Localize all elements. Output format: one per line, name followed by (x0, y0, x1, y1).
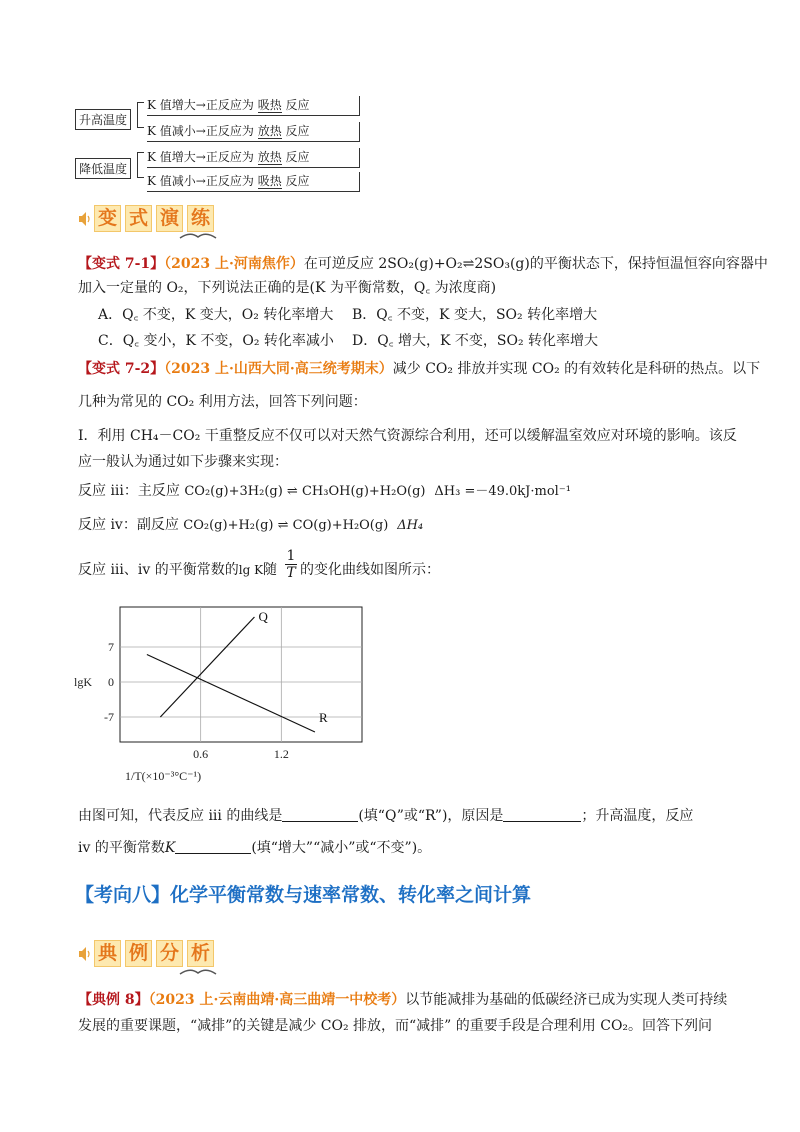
graph-intro-end: 的变化曲线如图所示： (300, 562, 440, 578)
enthalpy: ΔH₄ (397, 518, 424, 533)
question-tag: 【变式 7-2】 (78, 361, 165, 377)
book-icon (178, 230, 218, 240)
lower-brace (137, 152, 144, 178)
y-tick-label: -7 (104, 710, 114, 724)
question-source: （2023 上·云南曲靖·高三曲靖一中校考） (148, 992, 406, 1008)
option-d: D．Q꜀ 增大，K 不变，SO₂ 转化率增大 (352, 333, 599, 349)
question-source: （2023 上·河南焦作） (164, 256, 304, 272)
series-line-r (147, 655, 315, 733)
rule-row: K 值增大→正反应为 放热 反应 (147, 148, 360, 168)
series-label: Q (258, 609, 268, 624)
section-heading: 【考向八】化学平衡常数与速率常数、转化率之间计算 (75, 884, 532, 906)
banner-char: 演 (156, 205, 183, 232)
question-tag: 【变式 7-1】 (78, 256, 165, 272)
banner-char: 分 (156, 940, 183, 967)
raise-brace (137, 102, 144, 128)
series-label: R (318, 710, 328, 725)
example-banner (78, 940, 214, 967)
lgk-chart (70, 595, 390, 785)
fraction-1-over-t: 1 T (286, 548, 296, 581)
question-text: 以节能减排为基础的低碳经济已成为实现人类可持续 (405, 992, 728, 1008)
question-7-1 (78, 254, 768, 274)
rule-row: K 值减小→正反应为 放热 反应 (147, 122, 360, 142)
example-8 (78, 990, 727, 1010)
raise-temp-label: 升高温度 (75, 109, 131, 130)
reaction-equation: CO₂(g)+H₂(g) ⇌ CO(g)+H₂O(g) (183, 518, 389, 533)
summary-diagram (75, 96, 375, 192)
y-axis-label: lgK (74, 675, 92, 689)
question-7-2 (78, 359, 760, 379)
answer-blank[interactable] (503, 807, 581, 822)
option-b: B．Q꜀ 不变，K 变大，SO₂ 转化率增大 (352, 307, 598, 323)
rule-row: K 值减小→正反应为 吸热 反应 (147, 172, 360, 192)
banner-char: 变 (94, 205, 121, 232)
question-text: 在可逆反应 2SO₂(g)+O₂⇌2SO₃(g)的平衡状态下，保持恒温恒容向容器中 (303, 256, 768, 272)
x-tick-label: 0.6 (193, 747, 209, 761)
question-text: 几种为常见的 CO₂ 利用方法，回答下列问题： (78, 394, 367, 410)
question-text: I．利用 CH₄－CO₂ 干重整反应不仅可以对天然气资源综合利用，还可以缓解温室效应对环境的影响。该反 (78, 428, 737, 444)
question-tag: 【典例 8】 (78, 992, 149, 1008)
banner-char: 典 (94, 940, 121, 967)
question-text: 加入一定量的 O₂，下列说法正确的是(K 为平衡常数，Q꜀ 为浓度商) (78, 280, 497, 296)
reaction-iv: 反应 iv：副反应 CO₂(g)+H₂(g) ⇌ CO(g)+H₂O(g) ΔH₄ (78, 517, 424, 533)
question-source: （2023 上·山西大同·高三统考期末） (164, 361, 393, 377)
graph-intro: 反应 iii、iv 的平衡常数的lg K随 (78, 562, 278, 578)
banner-char: 式 (125, 205, 152, 232)
question-text: 发展的重要课题，“减排”的关键是减少 CO₂ 排放，而“减排” 的重要手段是合理利用 CO₂。回答下列问 (78, 1018, 713, 1034)
practice-banner (78, 205, 214, 232)
y-tick-label: 7 (108, 640, 114, 654)
rule-row: K 值增大→正反应为 吸热 反应 (147, 96, 360, 116)
answer-blank[interactable] (175, 839, 251, 854)
lower-temp-label: 降低温度 (75, 158, 131, 179)
book-icon (178, 966, 218, 976)
reaction-equation: CO₂(g)+3H₂(g) ⇌ CH₃OH(g)+H₂O(g) (184, 484, 426, 499)
y-tick-label: 0 (108, 675, 114, 689)
speaker-icon (78, 946, 90, 962)
x-axis-label: 1/T(×10⁻³°C⁻¹) (125, 769, 202, 783)
answer-blank[interactable] (282, 807, 358, 822)
banner-char: 练 (187, 205, 214, 232)
question-blank-line: 由图可知，代表反应 iii 的曲线是 (填“Q”或“R”)，原因是 ；升高温度，反应 (78, 808, 694, 824)
question-text: 应一般认为通过如下步骤来实现： (78, 454, 288, 470)
speaker-icon (78, 211, 90, 227)
reaction-iii: 反应 iii：主反应 CO₂(g)+3H₂(g) ⇌ CH₃OH(g)+H₂O(g) ΔH₃ =－49.0kJ·mol⁻¹ (78, 483, 571, 499)
enthalpy: ΔH₃ =－49.0kJ·mol⁻¹ (434, 484, 571, 499)
question-blank-line: iv 的平衡常数K (填“增大”“减小”或“不变”)。 (78, 840, 432, 856)
x-tick-label: 1.2 (273, 747, 289, 761)
banner-char: 析 (187, 940, 214, 967)
question-text: 减少 CO₂ 排放并实现 CO₂ 的有效转化是科研的热点。以下 (392, 361, 761, 377)
option-a: A．Q꜀ 不变，K 变大，O₂ 转化率增大 (98, 307, 334, 323)
option-c: C．Q꜀ 变小，K 不变，O₂ 转化率减小 (98, 333, 334, 349)
banner-char: 例 (125, 940, 152, 967)
